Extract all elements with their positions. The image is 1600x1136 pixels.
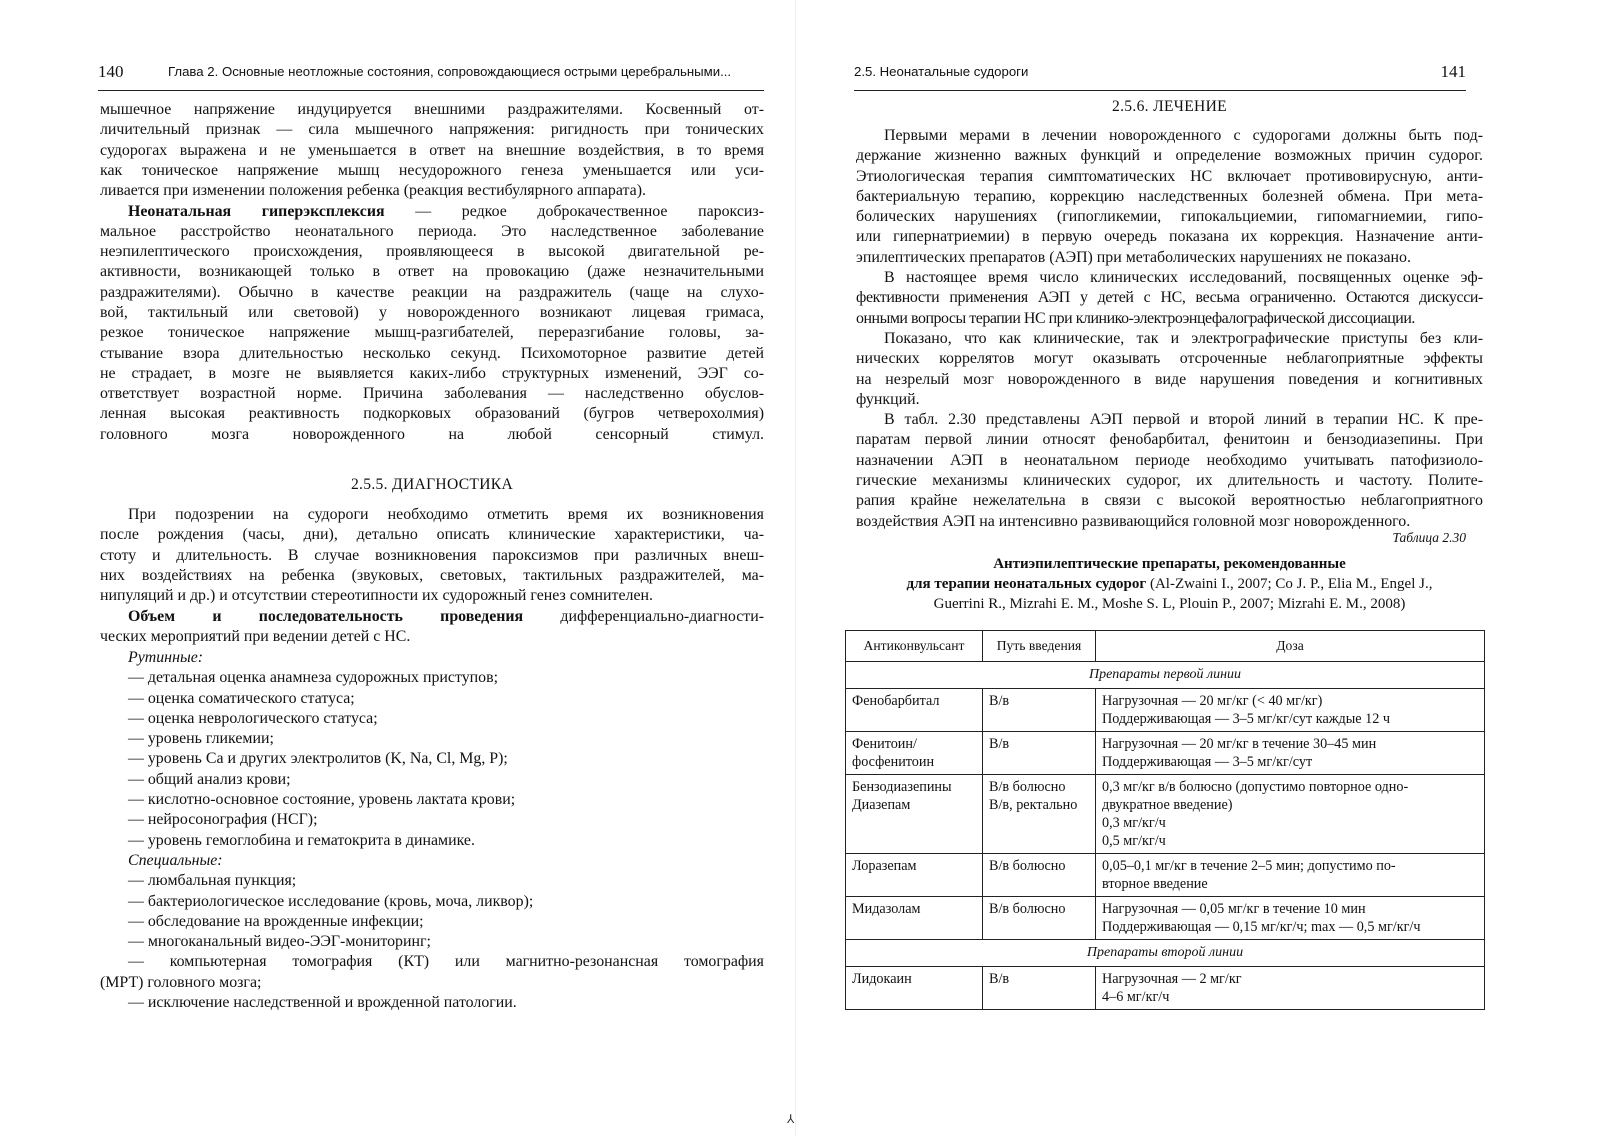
table-cell-drug [846,689,983,732]
text-line [100,202,764,222]
table-cell-route [983,689,1096,732]
text-line: раздражителями). Обычно в качестве реакции на раздражитель (чаще на слухо- [100,283,764,301]
table-row [846,897,1485,940]
antiepileptic-drugs-table [845,630,1485,1010]
running-header [854,60,1466,91]
cell-line: В/в болюсно [989,779,1066,795]
paragraph-suspicion [100,505,764,606]
text-line: активности, возникающей только в ответ на провокацию (даже незначительными [100,263,764,281]
text-line: фективности применения АЭП у детей с НС, весьма ограниченно. Остаются дискусси- [856,289,1483,307]
table-row [846,775,1485,854]
table-cell-drug [846,775,983,854]
cell-line: двукратное введение) [1102,797,1233,813]
table-section-row [846,662,1485,689]
cell-line: В/в болюсно [989,858,1066,874]
table-header-row [846,631,1485,662]
text-line: паратам первой линии относят фенобарбитал, фенитоин и бензодиазепины. При [856,431,1483,449]
table-row [846,854,1485,897]
list-item: — оценка неврологического статуса; [128,709,378,727]
text-line: Показано, что как клинические, так и электрографические приступы без кли- [884,329,1483,347]
routine-label: Рутинные: [128,649,204,666]
text-line: них воздействиях на ребенка (звуковых, световых, тактильных раздражителей, ма- [100,566,764,584]
cell-line: Нагрузочная — 20 мг/кг (< 40 мг/кг) [1102,693,1323,709]
table-cell-route [983,732,1096,775]
table-cell-dose [1096,967,1485,1010]
cell-line: Поддерживающая — 3–5 мг/кг/сут [1102,754,1313,770]
list-item: — нейросонография (НСГ); [128,811,318,829]
text-line: ответствует возрастной норме. Причина заболевания — наследственно обуслов- [100,385,764,403]
table-title-line: Guerrini R., Mizrahi E. M., Moshe S. L, Plouin P., 2007; Mizrahi E. M., 2008) [933,596,1406,612]
term-scope: Объем и последовательность проведения [128,608,524,625]
section-heading-diagnostics: 2.5.5. ДИАГНОСТИКА [350,476,514,493]
cell-line: Нагрузочная — 2 мг/кг [1102,971,1242,987]
cell-line: В/в [989,693,1010,709]
right-page [800,0,1600,1136]
table-cell-dose [1096,897,1485,940]
text-line: нических коррелятов могут оказывать отсроченные неблагоприятные эффекты [856,350,1483,368]
list-item: — исключение наследственной и врожденной патологии. [128,994,517,1012]
column-header: Доза [1096,631,1485,662]
cell-line: Фенобарбитал [852,693,940,709]
cell-line: Лидокаин [852,971,912,987]
cell-line: В/в, ректально [989,797,1078,813]
text-line: воздействия АЭП на интенсивно развивающийся головной мозг новорожденного. [856,512,1411,530]
cell-line: Поддерживающая — 0,15 мг/кг/ч; max — 0,5 мг/кг/ч [1102,919,1421,935]
list-item: — уровень Ca и других электролитов (K, Na, Cl, Mg, P); [128,750,508,768]
list-item: — уровень гемоглобина и гематокрита в динамике. [128,831,475,849]
table-label: Таблица 2.30 [1392,530,1466,545]
list-item-continuation: (МРТ) головного мозга; [100,973,262,991]
text-line: Первыми мерами в лечении новорожденного с судорогами должны быть под- [884,127,1483,144]
cell-line: Диазепам [852,797,911,813]
list-item: — бактериологическое исследование (кровь, моча, ликвор); [128,892,534,910]
text-line: мышечное напряжение индуцируется внешними раздражителями. Косвенный от- [100,101,764,118]
table-cell-dose [1096,732,1485,775]
cell-line: вторное введение [1102,876,1208,892]
cell-line: В/в болюсно [989,901,1066,917]
table-cell-dose [1096,689,1485,732]
table-cell-drug [846,897,983,940]
table-row [846,967,1485,1010]
text-line [100,607,764,627]
table-title-refs: (Al-Zwaini I., 2007; Co J. P., Elia M., Engel J., [1146,576,1433,592]
text-line: на незрелый мозг новорожденного в виде нарушения поведения и когнитивных [856,370,1483,388]
text-line: как тоническое напряжение мышц несудорожного генеза уменьшается или уси- [100,161,764,179]
text-line: после рождения (часы, дни), детально описать клинические характеристики, ча- [100,526,764,544]
table-cell-route [983,854,1096,897]
list-item: — люмбальная пункция; [128,872,297,890]
section-heading-treatment: 2.5.6. ЛЕЧЕНИЕ [1112,98,1227,115]
text-line: не страдает, в мозге не выявляется каких-либо структурных изменений, ЭЭГ со- [100,364,764,382]
cell-line: Нагрузочная — 20 мг/кг в течение 30–45 мин [1102,736,1377,752]
list-item: — уровень гликемии; [128,730,274,748]
cell-line: Лоразепам [852,858,917,874]
running-title: Глава 2. Основные неотложные состояния, сопровождающиеся острыми церебральными... [168,64,732,79]
cell-line: 0,3 мг/кг в/в болюсно (допустимо повторное одно- [1102,779,1409,795]
cell-line: Поддерживающая — 3–5 мг/кг/сут каждые 12 ч [1102,711,1391,727]
table-cell-drug [846,854,983,897]
list-item: — общий анализ крови; [128,770,291,788]
text-fragment: дифференциально-диагности- [523,608,764,625]
cell-line: 0,05–0,1 мг/кг в течение 2–5 мин; допустимо по- [1102,858,1396,874]
gutter-mark: ⅄ [787,1112,795,1126]
column-header: Путь введения [983,631,1096,662]
paragraph-muscle-tension [100,100,764,201]
cell-line: Бензодиазепины [852,779,952,795]
routine-list [100,648,764,1013]
text-line: назначении АЭП в неонатальном периоде необходимо учитывать патофизиоло- [856,451,1483,469]
table-cell-route [983,967,1096,1010]
table-title [856,554,1483,614]
text-line: головного мозга новорожденного на любой сенсорный стимул. [100,425,764,443]
text-line: стоту и длительность. В случае возникновения пароксизмов при различных внеш- [100,546,764,564]
text-line: В табл. 2.30 представлены АЭП первой и второй линий в терапии НС. К пре- [884,411,1483,429]
table-cell-route [983,897,1096,940]
text-line: ливается при изменении положения ребенка (реакция вестибулярного аппарата). [100,182,646,200]
cell-line: 4–6 мг/кг/ч [1102,989,1170,1005]
text-line: эпилептических препаратов (АЭП) при метаболических нарушениях не показано. [856,248,1411,266]
text-line: болических нарушениях (гипогликемии, гипокальциемии, гипомагниемии, гипо- [856,208,1483,226]
list-item: — оценка соматического статуса; [128,689,355,707]
cell-line: фосфенитоин [852,754,935,770]
text-line: нипуляций и др.) и отсутствии стереотипности их судорожный генез сомнителен. [100,587,653,605]
book-spine [795,0,796,1136]
text-line: Этиологическая терапия симптоматических НС включает противовирусную, анти- [856,167,1483,185]
text-line: мальное расстройство неонатального периода. Это наследственное заболевание [100,222,764,240]
paragraph-first-measures [856,126,1483,532]
cell-line: Фенитоин/ [852,736,917,752]
text-line: резкое тоническое напряжение мышц-разгибателей, переразгибание головы, за- [100,324,764,342]
text-line: ленная высокая реактивность подкорковых образований (бугров четверохолмия) [100,405,764,423]
text-line: онными вопросы терапии НС при клинико-электроэнцефалографической диссоциации. [856,309,1415,327]
cell-line: 0,3 мг/кг/ч [1102,815,1166,831]
cell-line: В/в [989,736,1010,752]
table-cell-route [983,775,1096,854]
text-line: В настоящее время число клинических исследований, посвященных оценке эф- [884,269,1483,287]
table-cell-drug [846,732,983,775]
text-line: вой, тактильный или световой) у новорожденного возникают лицевая гримаса, [100,303,764,321]
table-section-label: Препараты первой линии [846,662,1485,689]
cell-line: В/в [989,971,1010,987]
paragraph-scope [100,607,764,648]
cell-line: Мидазолам [852,901,921,917]
page-number: 140 [98,62,124,81]
text-line: ческих мероприятий при ведении детей с НС. [100,628,411,646]
text-fragment: — редкое доброкачественное пароксиз- [384,202,764,220]
table-title-bold: для терапии неонатальных судорог [906,576,1147,592]
column-header: Антиконвульсант [846,631,983,662]
cell-line: 0,5 мг/кг/ч [1102,833,1166,849]
text-line: судорогах выражена и не уменьшается в ответ на внешние воздействия, в то время [100,141,764,159]
running-header [98,60,764,91]
table-title-line: Антиэпилептические препараты, рекомендованные [993,556,1346,572]
page-number: 141 [1440,62,1466,81]
table-cell-dose [1096,854,1485,897]
left-page [0,0,790,1136]
table-row [846,732,1485,775]
table-cell-drug [846,967,983,1010]
text-line: держание жизненно важных функций и определение возможных причин судорог. [856,147,1483,165]
special-label: Специальные: [128,851,223,869]
list-item: — детальная оценка анамнеза судорожных приступов; [128,669,499,687]
table-cell-dose [1096,775,1485,854]
text-line: гические механизмы клинических судорог, их длительность и частоту. Полите- [856,472,1483,490]
term-hyperekplexia: Неонатальная гиперэксплексия [128,202,385,220]
text-line: неэпилептического происхождения, проявляющееся в высокой двигательной ре- [100,243,764,261]
table-row [846,689,1485,732]
text-line: бактериальную терапию, коррекцию наследственных болезней обмена. При мета- [856,187,1483,205]
running-title: 2.5. Неонатальные судороги [854,64,1029,79]
list-item: — компьютерная томография (КТ) или магнитно-резонансная томография [128,953,764,971]
text-line: функций. [856,390,920,408]
text-line: личительный признак — сила мышечного напряжения: ригидность при тонических [100,121,764,139]
text-line: стывание взора длительностью несколько секунд. Психомоторное развитие детей [100,344,764,362]
cell-line: Нагрузочная — 0,05 мг/кг в течение 10 мин [1102,901,1366,917]
table-section-row [846,940,1485,967]
text-line: При подозрении на судороги необходимо отметить время их возникновения [128,506,764,523]
paragraph-hyperekplexia [100,202,764,446]
table-title-line [856,574,1483,594]
table-section-label: Препараты второй линии [846,940,1485,967]
list-item: — многоканальный видео-ЭЭГ-мониторинг; [128,933,431,951]
list-item: — обследование на врожденные инфекции; [128,912,424,930]
list-item: — кислотно-основное состояние, уровень лактата крови; [128,791,516,809]
text-line: рапия крайне нежелательна в связи с высокой вероятностью неблагоприятного [856,492,1483,510]
text-line: или гипернатриемии) в первую очередь показана их коррекция. Назначение анти- [856,228,1483,246]
